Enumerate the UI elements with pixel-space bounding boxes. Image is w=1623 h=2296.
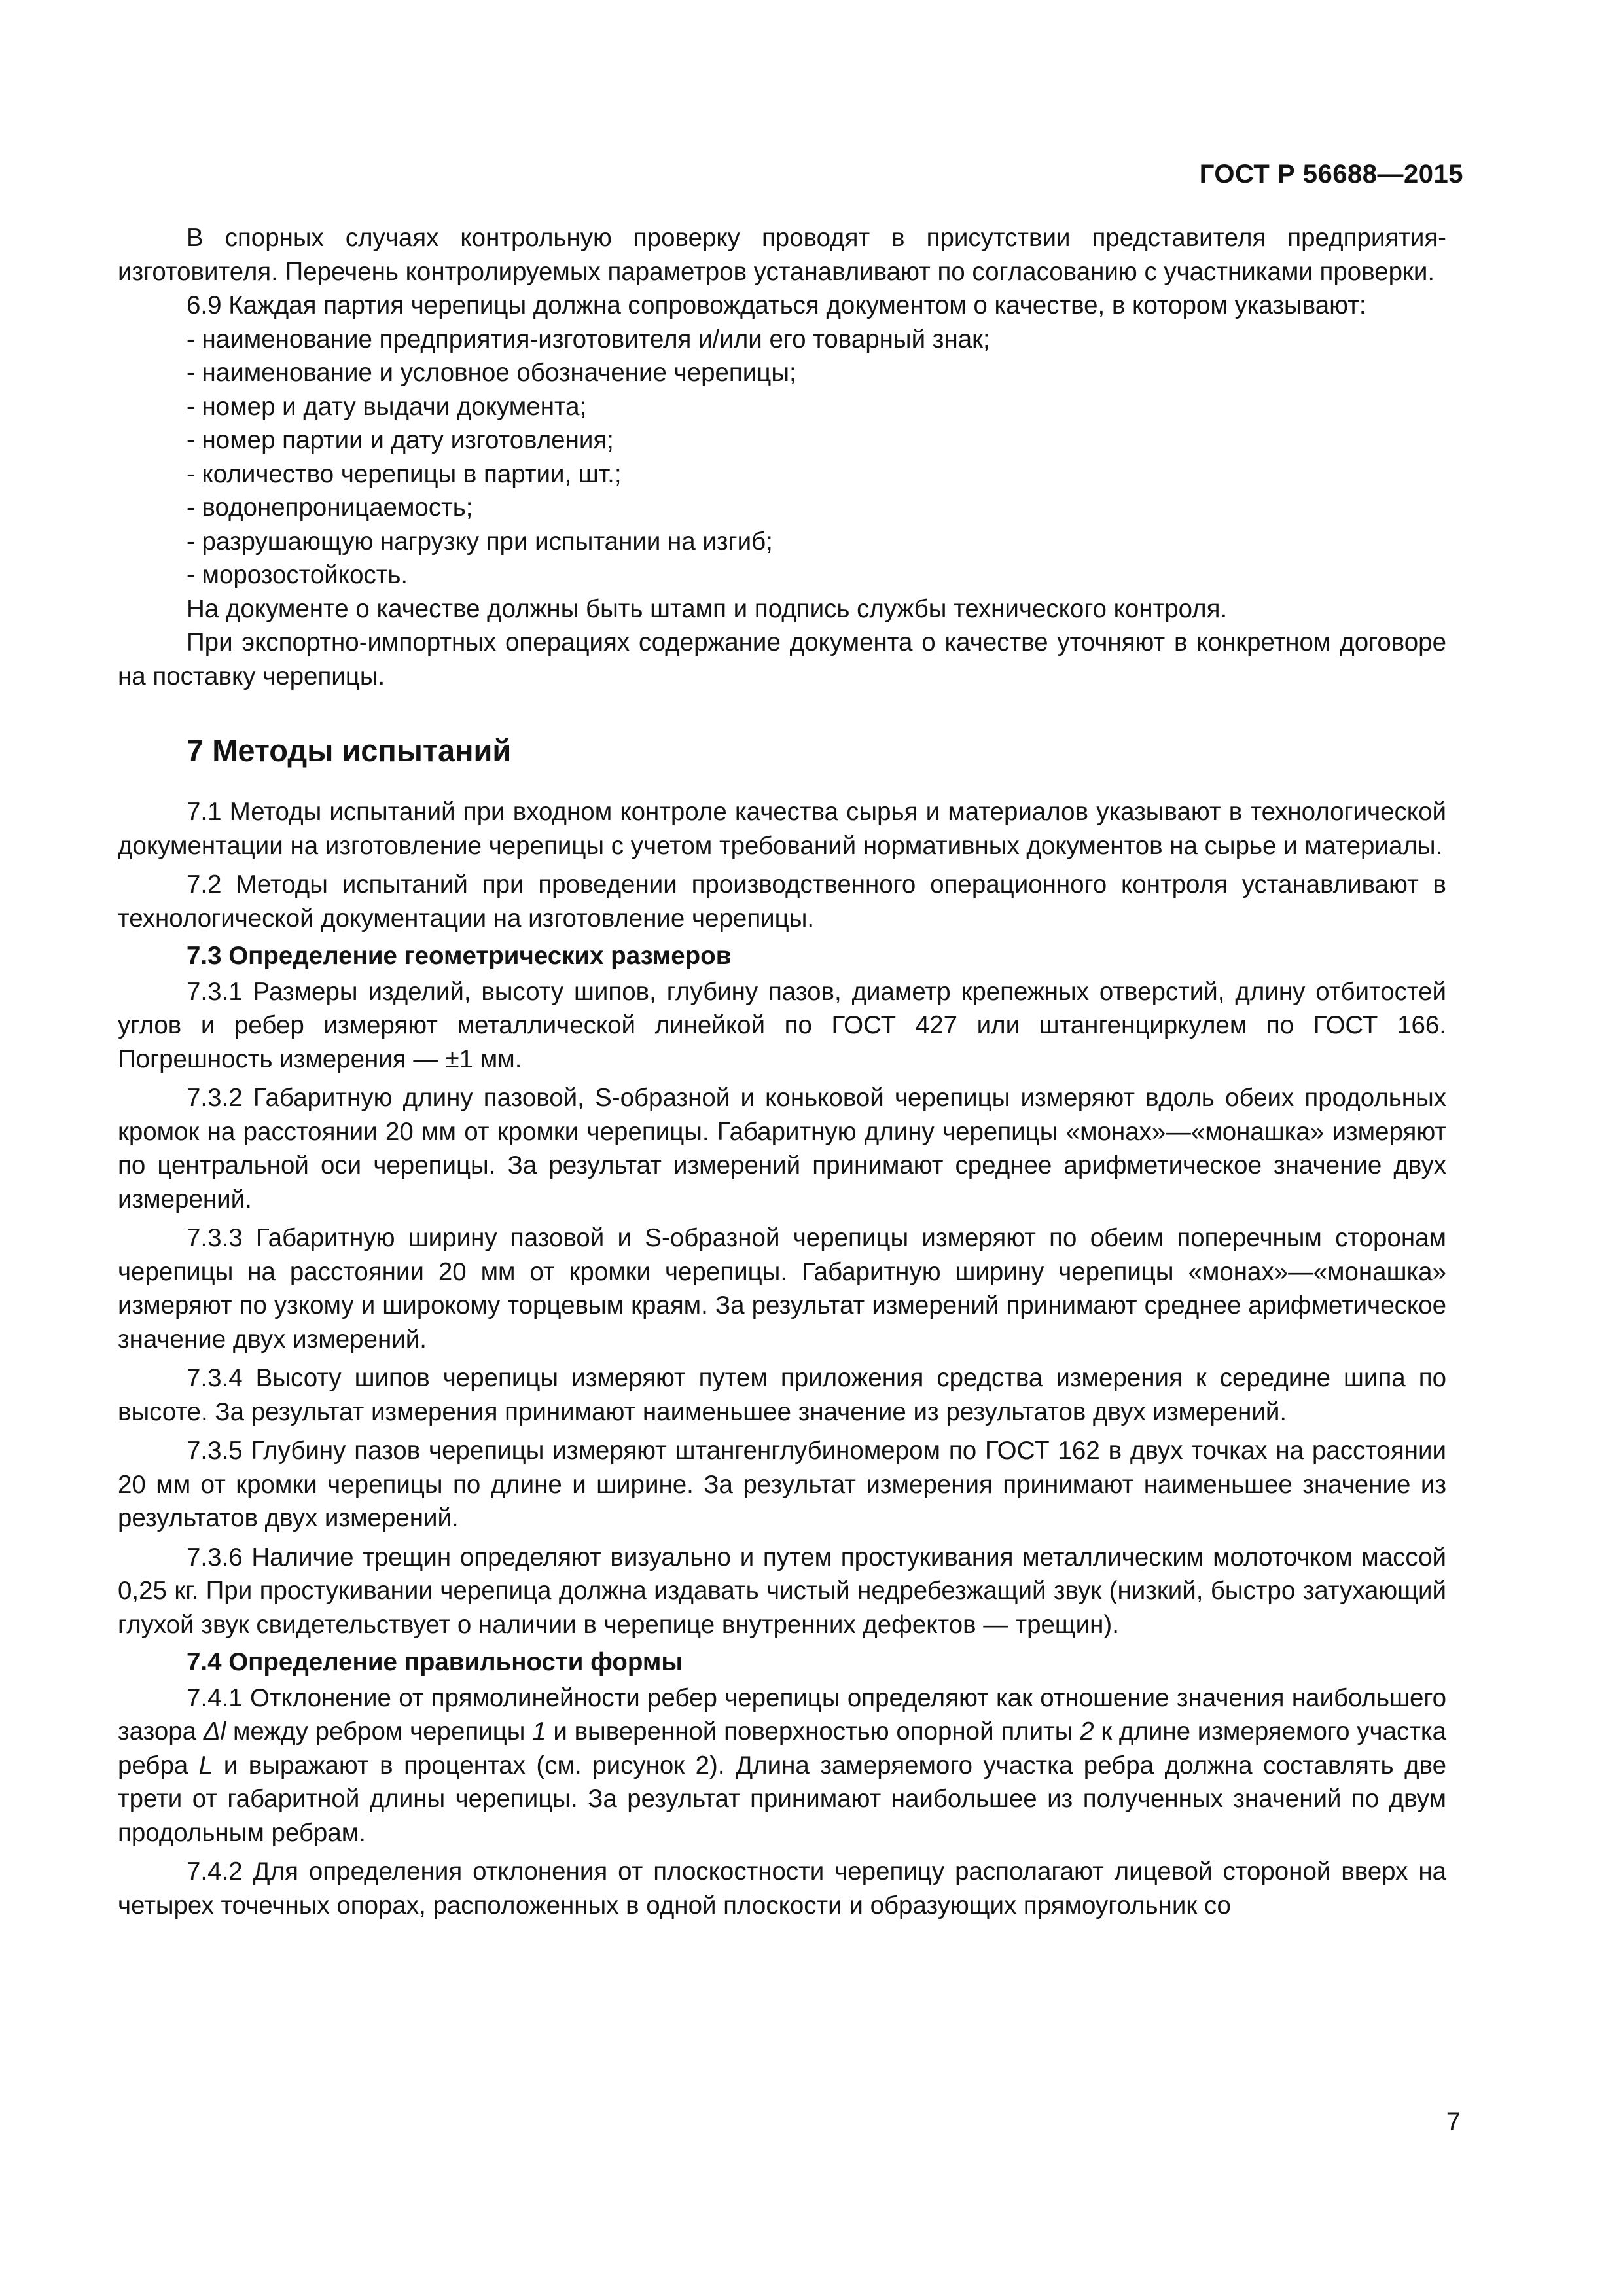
list-item: - водонепроницаемость; <box>187 493 473 522</box>
paragraph: При экспортно-импортных операциях содержание документа о качестве уточняют в конкретном договоре на поставку черепицы. <box>118 628 1446 691</box>
list-item: - количество черепицы в партии, шт.; <box>187 459 622 488</box>
section-heading: 7 Методы испытаний <box>187 733 512 768</box>
list-item: - наименование и условное обозначение черепицы; <box>187 359 796 387</box>
paragraph: 7.1 Методы испытаний при входном контроле качества сырья и материалов указывают в технологической документации на изготовление черепицы с учетом требований нормативных документов на сырье и материалы. <box>118 798 1446 860</box>
paragraph: 7.4.1 Отклонение от прямолинейности ребер черепицы определяют как отношение значения наибольшего зазора Δl между ребром черепицы 1 и выверенной поверхностью опорной плиты 2 к длине измеряемого участка ребра L и выражают в процентах (см. рисунок 2). Длина замеряемого участка ребра должна составлять две трети от габаритной длины черепицы. За результат принимают наибольшее из полученных значений по двум продольным ребрам. <box>118 1683 1446 1847</box>
paragraph: 7.3.3 Габаритную ширину пазовой и S-образной черепицы измеряют по обеим поперечным сторонам черепицы на расстоянии 20 мм от кромки черепицы. Габаритную ширину черепицы «монах»—«монашка» измеряют по узкому и широкому торцевым краям. За результат измерений принимают среднее арифметическое значение двух измерений. <box>118 1224 1446 1354</box>
list-item: - морозостойкость. <box>187 561 408 589</box>
subsection-heading: 7.3 Определение геометрических размеров <box>187 942 732 970</box>
paragraph: 7.4.2 Для определения отклонения от плоскостности черепицу располагают лицевой стороной вверх на четырех точечных опорах, расположенных в одной плоскости и образующих прямоугольник со <box>118 1857 1446 1920</box>
paragraph: 7.3.4 Высоту шипов черепицы измеряют путем приложения средства измерения к середине шипа по высоте. За результат измерения принимают наименьшее значение из результатов двух измерений. <box>118 1364 1446 1426</box>
list-item: - наименование предприятия-изготовителя и/или его товарный знак; <box>187 325 990 353</box>
document-code: ГОСТ Р 56688—2015 <box>1199 160 1463 188</box>
page-number: 7 <box>1446 2108 1461 2136</box>
paragraph: 7.3.5 Глубину пазов черепицы измеряют штангенглубиномером по ГОСТ 162 в двух точках на расстоянии 20 мм от кромки черепицы по длине и ширине. За результат измерения принимают наименьшее значение из результатов двух измерений. <box>118 1437 1446 1532</box>
paragraph: 7.3.2 Габаритную длину пазовой, S-образной и коньковой черепицы измеряют вдоль обеих продольных кромок на расстоянии 20 мм от кромки черепицы. Габаритную длину черепицы «монах»—«монашка» измеряют по центральной оси черепицы. За результат измерений принимают среднее арифметическое значение двух измерений. <box>118 1084 1446 1213</box>
paragraph: 7.3.6 Наличие трещин определяют визуально и путем простукивания металлическим молоточком массой 0,25 кг. При простукивании черепица должна издавать чистый недребезжащий звук (низкий, быстро затухающий глухой звук свидетельствует о наличии в черепице внутренних дефектов — трещин). <box>118 1543 1446 1639</box>
paragraph: В спорных случаях контрольную проверку проводят в присутствии представителя предприятия-изготовителя. Перечень контролируемых параметров устанавливают по согласованию с участниками проверки. <box>118 224 1446 286</box>
list-item: - номер партии и дату изготовления; <box>187 426 614 454</box>
quality-document-list <box>118 323 1446 592</box>
list-item: - номер и дату выдачи документа; <box>187 392 587 421</box>
paragraph: На документе о качестве должны быть штамп и подпись службы технического контроля. <box>187 594 1228 623</box>
page-body <box>118 221 1446 1922</box>
subsection-heading: 7.4 Определение правильности формы <box>187 1648 683 1676</box>
paragraph: 7.2 Методы испытаний при проведении производственного операционного контроля устанавливают в технологической документации на изготовление черепицы. <box>118 870 1446 933</box>
paragraph: 6.9 Каждая партия черепицы должна сопровождаться документом о качестве, в котором указывают: <box>187 291 1366 319</box>
paragraph: 7.3.1 Размеры изделий, высоту шипов, глубину пазов, диаметр крепежных отверстий, длину отбитостей углов и ребер измеряют металлической линейкой по ГОСТ 427 или штангенциркулем по ГОСТ 166. Погрешность измерения — ±1 мм. <box>118 977 1446 1073</box>
list-item: - разрушающую нагрузку при испытании на изгиб; <box>187 527 773 556</box>
